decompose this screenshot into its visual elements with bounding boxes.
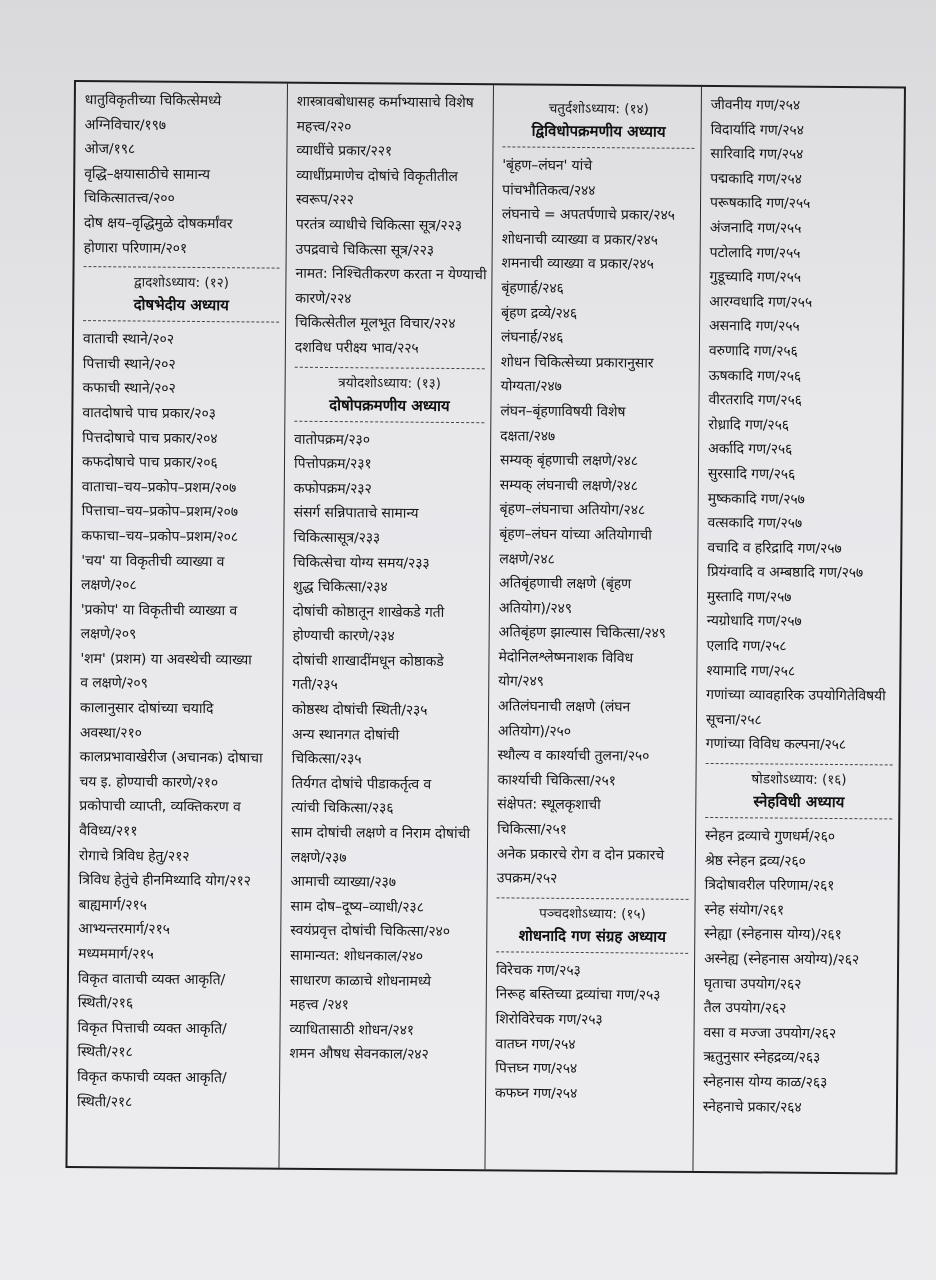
contents-entry: स्नेह्या (स्नेहनास योग्य)/२६१: [704, 926, 842, 944]
contents-entry: व्याधींप्रमाणेच दोषांचे विकृतीतील: [296, 167, 458, 185]
contents-entry: शमनाची व्याख्या व प्रकार/२४५: [501, 255, 654, 273]
contents-entry: स्नेहनास योग्य काळ/२६३: [703, 1073, 828, 1091]
contents-entry: कारणे/२२४: [295, 290, 352, 307]
column-1: [67, 82, 288, 1168]
contents-entry: वत्सकादि गण/२५७: [707, 515, 803, 532]
contents-entry: पद्मकादि गण/२५४: [710, 170, 802, 188]
chapter-heading: [496, 897, 688, 954]
chapter-heading: [83, 266, 279, 323]
contents-entry: ऊषकादि गण/२५६: [708, 367, 802, 385]
contents-entry: अतियोग)/२४९: [498, 600, 572, 617]
contents-entry: बाह्यमार्ग/२१५: [78, 896, 147, 914]
contents-entry: वसा व मज्जा उपयोग/२६२: [703, 1024, 837, 1042]
contents-entry: संसर्ग सन्निपाताचे सामान्य: [293, 505, 419, 523]
contents-entry: असनादि गण/२५५: [709, 318, 800, 336]
contents-entry: साम दोषांची लक्षणे व निराम दोषांची: [291, 824, 471, 843]
contents-entry: रोगाचे त्रिविध हेतु/२१२: [78, 847, 190, 865]
contents-entry: प्रकोपाची व्याप्ती, व्यक्तिकरण व: [79, 798, 241, 816]
contents-entry: चय इ. होण्याची कारणे/२१०: [79, 773, 219, 791]
contents-entry: परतंत्र व्याधीचे चिकित्सा सूत्र/२२३: [295, 216, 463, 235]
contents-entry: गुडूच्यादि गण/२५५: [709, 269, 802, 286]
contents-entry: वातघ्न गण/२५४: [495, 1035, 576, 1053]
contents-entry: त्रिदोषावरील परिणाम/२६१: [704, 877, 835, 895]
contents-entry: महत्त्व/२२०: [296, 118, 352, 135]
contents-entry: बृंहण–लंघनाचा अतियोग/२४८: [499, 501, 646, 519]
contents-entry: तिर्यगत दोषांचे पीडाकर्तृत्व व: [291, 775, 432, 793]
contents-entry: धातुविकृतीच्या चिकित्सेमध्ये: [84, 92, 222, 110]
contents-entry: जीवनीय गण/२५४: [710, 97, 801, 114]
contents-entry: आमाची व्याख्या/२३७: [290, 873, 396, 891]
contents-entry: स्नेह संयोग/२६१: [704, 901, 785, 919]
chapter-heading: [705, 763, 892, 819]
contents-entry: त्यांची चिकित्सा/२३६: [291, 800, 394, 817]
contents-entry: उपद्रवाचे चिकित्सा सूत्र/२२३: [295, 241, 435, 259]
chapter-number: चतुर्दशोऽध्याय: (१४): [548, 100, 649, 118]
contents-entry: वातदोषाचे पाच प्रकार/२०३: [82, 405, 216, 423]
contents-entry: शास्त्रावबोधासह कर्माभ्यासाचे विशेष: [296, 93, 474, 112]
column-2: [279, 84, 494, 1170]
contents-entry: विरेचक गण/२५३: [495, 962, 581, 979]
contents-entry: चिकित्सेचा योग्य समय/२३३: [293, 554, 430, 572]
contents-entry: श्यामादि गण/२५८: [706, 662, 796, 680]
contents-entry: सारिवादि गण/२५४: [710, 146, 804, 163]
contents-entry: वचादि व हरिद्रादि गण/२५७: [707, 539, 842, 557]
contents-entry: 'बृंहण–लंघन' यांचे: [502, 157, 593, 175]
contents-entry: चिकित्सासूत्र/२३३: [293, 529, 381, 547]
contents-entry: सूचना/२५८: [705, 711, 762, 729]
contents-entry: स्वरूप/२२२: [296, 192, 354, 209]
contents-entry: मुष्ककादि गण/२५७: [707, 490, 805, 508]
contents-entry: लंघनार्ह/२४६: [500, 329, 564, 347]
contents-entry: स्थिती/२१८: [77, 1044, 133, 1061]
column-3: [485, 85, 702, 1171]
contents-entry: अतिलंघनाची लक्षणे (लंघन: [498, 698, 631, 716]
contents-entry: अतिबृंहणाची लक्षणे (बृंहण: [498, 575, 632, 593]
chapter-number: द्वादशोऽध्याय: (१२): [133, 274, 230, 292]
contents-entry: स्नेहन द्रव्याचे गुणधर्म/२६०: [705, 828, 836, 846]
contents-entry: लक्षणे/२०८: [80, 577, 137, 594]
contents-entry: 'शम' (प्रशम) या अवस्थेची व्याख्या: [80, 650, 252, 669]
contents-entry: होणारा परिणाम/२०१: [83, 239, 188, 257]
contents-entry: शुद्ध चिकित्सा/२३४: [292, 578, 388, 596]
contents-entry: एलादि गण/२५८: [706, 638, 787, 655]
contents-entry: वातोपक्रम/२३०: [294, 431, 370, 448]
contents-entry: कालप्रभावाखेरीज (अचानक) दोषाचा: [79, 749, 263, 767]
contents-entry: वृद्धि–क्षयासाठीचे सामान्य: [84, 165, 210, 183]
chapter-title: स्नेहविधी अध्याय: [753, 792, 845, 812]
contents-entry: निरूह बस्तिच्या द्रव्यांचा गण/२५३: [495, 986, 661, 1005]
contents-entry: घृताचा उपयोग/२६२: [703, 975, 802, 993]
contents-entry: लक्षणे/२३७: [290, 849, 347, 866]
chapter-number: त्रयोदशोऽध्याय: (१३): [338, 374, 441, 392]
contents-entry: ऋतुनुसार स्नेहद्रव्य/२६३: [703, 1049, 821, 1067]
contents-entry: बृंहण द्रव्ये/२४६: [501, 304, 578, 322]
contents-entry: पांचभौतिकत्व/२४४: [502, 181, 596, 199]
contents-entry: स्वयंप्रवृत्त दोषांची चिकित्सा/२४०: [290, 923, 451, 941]
contents-entry: बृंहणार्ह/२४६: [501, 280, 564, 297]
contents-entry: सुरसादि गण/२५६: [707, 465, 796, 483]
contents-entry: 'प्रकोप' या विकृतीची व्याख्या व: [80, 601, 238, 619]
contents-entry: अग्निविचार/१९७: [84, 116, 167, 134]
contents-entry: अतिबृंहण झाल्यास चिकित्सा/२४९: [498, 624, 666, 642]
contents-entry: विदार्यादि गण/२५४: [710, 121, 804, 139]
chapter-heading: [294, 366, 484, 422]
chapter-number: षोडशोऽध्याय: (१६): [751, 771, 847, 789]
contents-entry: अतियोग)/२५०: [497, 723, 572, 740]
contents-entry: प्रियंग्वादि व अम्बष्ठादि गण/२५७: [707, 564, 864, 582]
contents-entry: 'चय' या विकृतीची व्याख्या व: [81, 552, 225, 570]
contents-entry: पटोलादि गण/२५५: [709, 244, 801, 262]
contents-entry: कफदोषाचे पाच प्रकार/२०६: [81, 454, 218, 472]
contents-entry: स्नेहनाचे प्रकार/२६४: [702, 1098, 802, 1116]
contents-entry: चिकित्सातत्त्व/२००: [84, 190, 175, 208]
contents-entry: दोषांची शाखादींमधून कोष्ठाकडे: [292, 652, 444, 670]
contents-entry: पित्तोपक्रम/२३१: [293, 455, 372, 473]
contents-entry: ओज/१९८: [84, 141, 136, 158]
contents-entry: दशविध परीक्ष्य भाव/२२५: [294, 339, 419, 357]
contents-entry: पित्तघ्न गण/२५४: [495, 1060, 578, 1078]
contents-entry: चिकित्सा/२३५: [291, 750, 362, 768]
contents-entry: श्रेष्ठ स्नेहन द्रव्य/२६०: [704, 852, 806, 870]
contents-entry: शोधन चिकित्सेच्या प्रकारानुसार: [500, 354, 654, 372]
chapter-title: द्विविधोपक्रमणीय अध्याय: [531, 121, 666, 141]
contents-entry: साम दोष–दूष्य–व्याधी/२३८: [290, 898, 424, 916]
contents-entry: पित्ताची स्थाने/२०२: [82, 355, 176, 373]
contents-entry: पित्तदोषाचे पाच प्रकार/२०४: [82, 429, 218, 447]
contents-entry: परूषकादि गण/२५५: [709, 195, 811, 213]
contents-entry: अर्कादि गण/२५६: [708, 441, 793, 458]
contents-entry: कफाचा–चय–प्रकोप–प्रशम/२०८: [81, 527, 239, 546]
contents-entry: नामत: निश्चितीकरण करता न येण्याची: [295, 265, 487, 284]
contents-entry: दोषांची कोष्ठातून शाखेकडे गती: [292, 603, 445, 621]
contents-entry: त्रिविध हेतुंचे हीनमिथ्यादि योग/२१२: [78, 872, 251, 890]
contents-entry: व्याधितासाठी शोधन/२४१: [289, 1021, 415, 1039]
contents-entry: लंघन–बृंहणाविषयी विशेष: [500, 403, 626, 421]
contents-entry: लक्षणे/२४८: [499, 550, 555, 568]
contents-entry: शिरोविरेचक गण/२५३: [495, 1011, 603, 1029]
contents-entry: तैल उपयोग/२६२: [703, 1000, 787, 1017]
contents-entry: वरुणादि गण/२५६: [708, 342, 798, 360]
contents-entry: अस्नेह्य (स्नेहनास अयोग्य)/२६२: [704, 950, 860, 969]
contents-entry: विकृत पित्ताची व्यक्त आकृति/: [77, 1019, 227, 1038]
contents-entry: गणांच्या व्यावहारिक उपयोगितेविषयी: [706, 687, 886, 705]
contents-entry: चिकित्सा/२५१: [497, 821, 567, 838]
contents-entry: कार्श्याची चिकित्सा/२५१: [497, 772, 616, 790]
contents-entry: मेदोनिलश्लेष्मनाशक विविध: [498, 649, 634, 667]
contents-entry: मुस्तादि गण/२५७: [706, 588, 792, 606]
chapter-title: दोषोपक्रमणीय अध्याय: [329, 395, 450, 415]
contents-entry: सम्यक् लंघनाची लक्षणे/२४८: [499, 477, 638, 495]
contents-entry: स्थौल्य व कार्श्याची तुलना/२५०: [497, 747, 650, 765]
contents-entry: वाताचा–चय–प्रकोप–प्रशम/२०७: [81, 478, 237, 497]
contents-entry: अंजनादि गण/२५५: [709, 219, 802, 237]
contents-entry: लक्षणे/२०९: [80, 626, 137, 643]
contents-entry: सम्यक् बृंहणाची लक्षणे/२४८: [499, 452, 639, 470]
contents-entry: अन्य स्थानगत दोषांची: [291, 726, 400, 744]
contents-entry: शोधनाची व्याख्या व प्रकार/२४५: [501, 231, 658, 249]
contents-entry: दोष क्षय–वृद्धिमुळे दोषकर्मांवर: [83, 215, 233, 233]
contents-entry: कफोपक्रम/२३२: [293, 480, 372, 498]
contents-entry: वाताची स्थाने/२०२: [82, 331, 174, 348]
contents-entry: आभ्यन्तरमार्ग/२१५: [78, 921, 170, 939]
contents-entry: वैविध्य/२११: [79, 823, 138, 840]
contents-entry: गती/२३५: [292, 677, 338, 694]
contents-entry: पित्ताचा–चय–प्रकोप–प्रशम/२०७: [81, 503, 238, 521]
contents-entry: सामान्यत: शोधनकाल/२४०: [290, 947, 424, 965]
contents-entry: दक्षता/२४७: [500, 427, 556, 445]
contents-entry: व लक्षणे/२०९: [80, 675, 148, 693]
contents-entry: व्याधींचे प्रकार/२२१: [296, 142, 393, 160]
contents-entry: वीरतरादि गण/२५६: [708, 392, 802, 409]
contents-entry: अनेक प्रकारचे रोग व दोन प्रकारचे: [496, 845, 665, 864]
contents-entry: साधारण काळाचे शोधनामध्ये: [289, 972, 432, 990]
contents-entry: आरग्वधादि गण/२५५: [709, 293, 813, 311]
chapter-number: पञ्चदशोऽध्याय: (१५): [539, 905, 646, 923]
contents-entry: कफघ्न गण/२५४: [494, 1085, 578, 1102]
contents-entry: संक्षेपत: स्थूलकृशाची: [497, 796, 601, 814]
chapter-title: दोषभेदीय अध्याय: [133, 295, 229, 315]
contents-entry: रोध्रादि गण/२५६: [708, 416, 790, 434]
chapter-title: शोधनादि गण संग्रह अध्याय: [518, 926, 667, 946]
contents-entry: कोष्ठस्थ दोषांची स्थिती/२३५: [291, 701, 428, 719]
contents-entry: स्थिती/२१६: [77, 995, 134, 1012]
contents-entry: कालानुसार दोषांच्या चयादि: [80, 700, 214, 718]
chapter-heading: [502, 93, 694, 149]
contents-entry: विकृत वाताची व्यक्त आकृति/: [77, 970, 226, 988]
contents-table: [65, 80, 906, 1175]
contents-entry: योग/२४९: [498, 673, 544, 691]
contents-entry: लंघनाचे = अपतर्पणाचे प्रकार/२४५: [501, 206, 675, 224]
contents-entry: महत्त्व /२४१: [289, 996, 349, 1014]
contents-entry: मध्यममार्ग/२१५: [78, 946, 154, 963]
contents-entry: न्यग्रोधादि गण/२५७: [706, 613, 802, 631]
contents-entry: अवस्था/२१०: [79, 724, 142, 742]
contents-entry: गणांच्या विविध कल्पना/२५८: [705, 736, 847, 754]
contents-entry: विकृत कफाची व्यक्त आकृति/: [77, 1069, 227, 1087]
contents-entry: उपक्रम/२५२: [496, 870, 558, 888]
contents-entry: बृंहण–लंघन यांच्या अतियोगाची: [499, 526, 652, 544]
contents-entry: होण्याची कारणे/२३४: [292, 628, 395, 645]
contents-entry: कफाची स्थाने/२०२: [82, 380, 176, 398]
column-4: [693, 87, 904, 1173]
contents-entry: योग्यता/२४७: [500, 378, 562, 396]
contents-entry: शमन औषध सेवनकाल/२४२: [289, 1046, 429, 1064]
contents-entry: चिकित्सेतील मूलभूत विचार/२२४: [295, 315, 456, 333]
contents-entry: स्थिती/२१८: [76, 1093, 133, 1111]
